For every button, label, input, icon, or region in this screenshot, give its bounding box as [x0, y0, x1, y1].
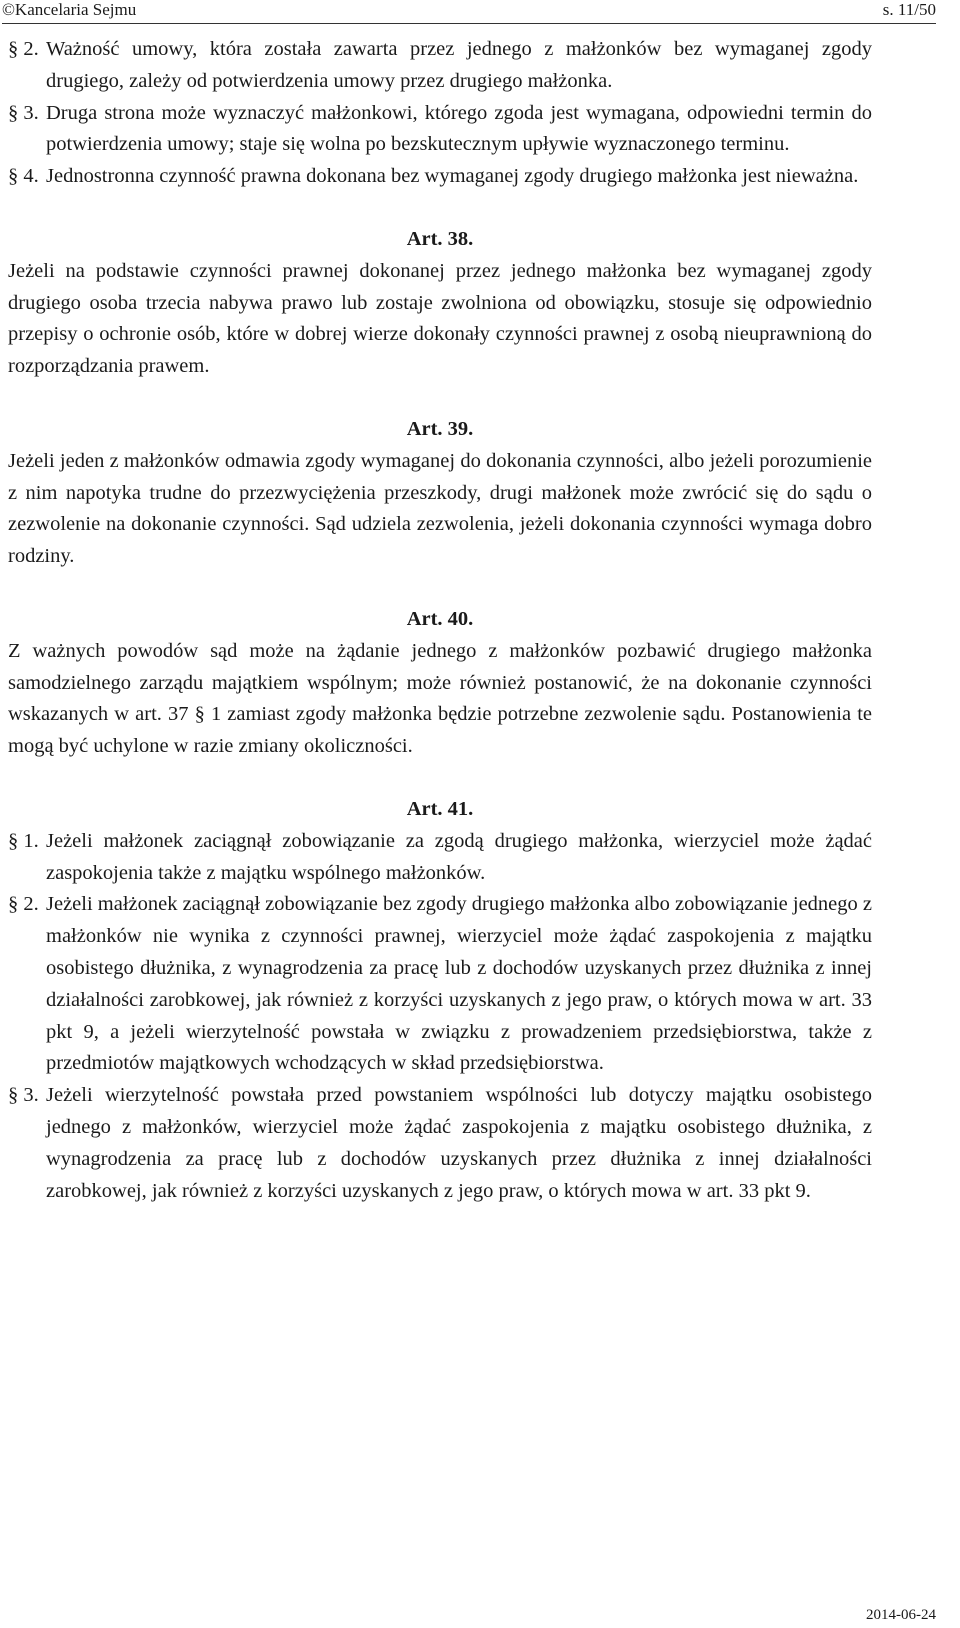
section-4	[8, 161, 872, 193]
article-40-text: Z ważnych powodów sąd może na żądanie jednego z małżonków pozbawić drugiego małżonka samodzielnego zarządu majątkiem wspólnym; może również postanowić, że na dokonanie czynności wskazanych w art. 37 § 1 zamiast zgody małżonka będzie potrzebne zezwolenie sądu. Postanowienia te mogą być uchylone w razie zmiany okoliczności.	[8, 639, 872, 758]
section-text: Druga strona może wyznaczyć małżonkowi, którego zgoda jest wymagana, odpowiedni termin do potwierdzenia umowy; staje się wolna po bezskutecznym upływie wyznaczonego terminu.	[46, 101, 872, 156]
article-38-title: Art. 38.	[406, 227, 474, 250]
section-mark: § 3.	[8, 101, 39, 124]
section-mark: § 1.	[8, 829, 39, 852]
article-39-text: Jeżeli jeden z małżonków odmawia zgody wymaganej do dokonania czynności, albo jeżeli porozumienie z nim napotyka trudne do przezwyciężenia przeszkody, drugi małżonek może zwrócić się do sądu o zezwolenie na dokonanie czynności. Sąd udziela zezwolenia, jeżeli dokonania czynności wymaga dobro rodziny.	[8, 449, 872, 568]
copyright-notice: ©Kancelaria Sejmu	[2, 0, 137, 19]
section-3	[8, 98, 872, 162]
section-mark: § 2.	[8, 893, 39, 916]
section-mark: § 2.	[8, 38, 39, 60]
article-41-section-2	[8, 889, 872, 1080]
header-divider	[2, 23, 936, 24]
section-2	[8, 34, 872, 98]
article-41-section-3	[8, 1080, 872, 1207]
section-mark: § 3.	[8, 1084, 39, 1107]
article-41-title: Art. 41.	[406, 797, 474, 820]
section-text: Ważność umowy, która została zawarta przez jednego z małżonków bez wymaganej zgody drugiego, zależy od potwierdzenia umowy przez drugiego małżonka.	[46, 38, 872, 92]
section-text: Jednostronna czynność prawna dokonana bez wymaganej zgody drugiego małżonka jest nieważna.	[46, 165, 859, 188]
article-39-title: Art. 39.	[406, 417, 474, 440]
document-body	[8, 34, 872, 1207]
section-mark: § 4.	[8, 165, 39, 188]
article-38-text: Jeżeli na podstawie czynności prawnej dokonanej przez jednego małżonka bez wymaganej zgody drugiego osoba trzecia nabywa prawo lub zostaje zwolniona od obowiązku, stosuje się odpowiednio przepisy o ochronie osób, które w dobrej wierze dokonały czynności prawnej z osobą nieuprawnioną do rozporządzania prawem.	[8, 259, 872, 378]
footer-date: 2014-06-24	[866, 1607, 936, 1623]
page-header	[0, 0, 960, 28]
section-text: Jeżeli małżonek zaciągnął zobowiązanie bez zgody drugiego małżonka albo zobowiązanie jednego z małżonków nie wynika z czynności prawnej, wierzyciel może żądać zaspokojenia z majątku osobistego dłużnika, z wynagrodzenia za pracę lub z dochodów uzyskanych przez dłużnika z innej działalności zarobkowej, jak również z korzyści uzyskanych z jego praw, o których mowa w art. 33 pkt 9, a jeżeli wierzytelność powstała w związku z prowadzeniem przedsiębiorstwa, także z przedmiotów majątkowych wchodzących w skład przedsiębiorstwa.	[46, 893, 872, 1075]
article-40-title: Art. 40.	[406, 607, 474, 630]
section-text: Jeżeli wierzytelność powstała przed powstaniem wspólności lub dotyczy majątku osobistego jednego z małżonków, wierzyciel może żądać zaspokojenia z majątku osobistego dłużnika, z wynagrodzenia za pracę lub z dochodów uzyskanych przez dłużnika z innej działalności zarobkowej, jak również z korzyści uzyskanych z jego praw, o których mowa w art. 33 pkt 9.	[46, 1084, 872, 1202]
article-41-section-1	[8, 826, 872, 890]
section-text: Jeżeli małżonek zaciągnął zobowiązanie za zgodą drugiego małżonka, wierzyciel może żądać zaspokojenia także z majątku wspólnego małżonków.	[46, 829, 872, 884]
page-number: s. 11/50	[882, 0, 936, 19]
